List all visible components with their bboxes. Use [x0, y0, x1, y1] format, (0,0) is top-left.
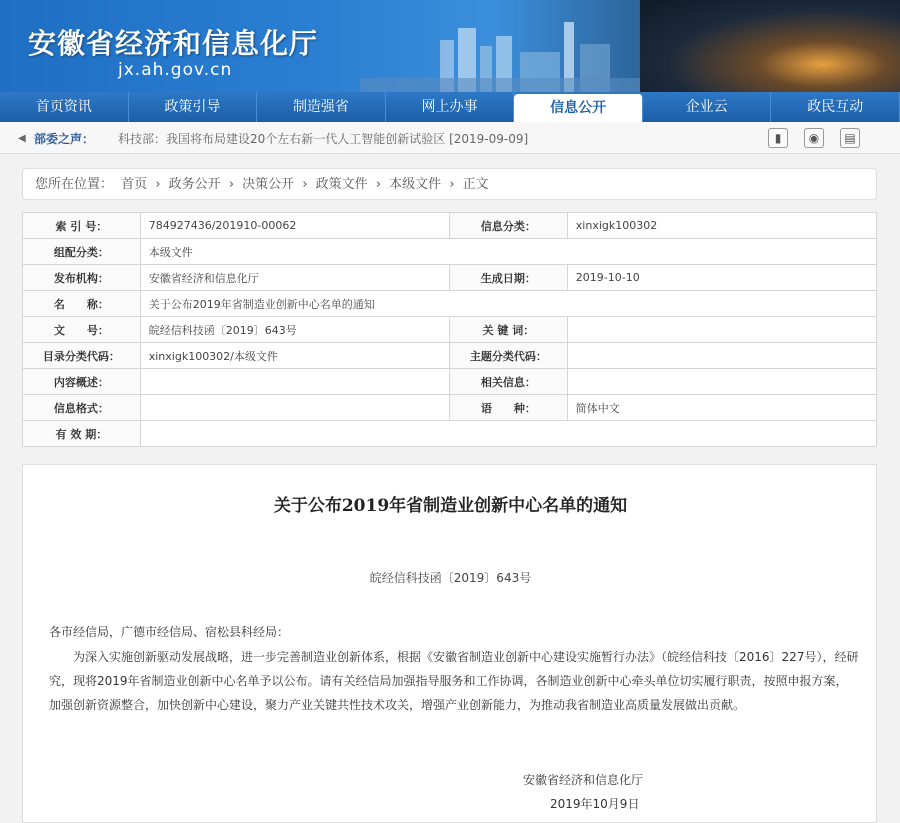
- meta-value: 关于公布2019年省制造业创新中心名单的通知: [140, 291, 876, 317]
- meta-label: 目录分类代码：: [23, 343, 141, 369]
- meta-value: 简体中文: [567, 395, 876, 421]
- meta-value: 2019-10-10: [567, 265, 876, 291]
- skyline-image: [360, 18, 660, 92]
- table-row: [23, 395, 877, 421]
- site-title[interactable]: 安徽省经济和信息化厅: [28, 27, 319, 60]
- breadcrumb-prefix: 您所在位置：: [35, 177, 114, 192]
- meta-value: [567, 369, 876, 395]
- meta-value: [567, 317, 876, 343]
- article-paragraph: 为深入实施创新驱动发展战略，进一步完善制造业创新体系，根据《安徽省制造业创新中心建设实施暂行办法》（皖经信科技〔2016〕227号），经研究，现将2019年省制造业创新中心名单予以公布。请有关经信局加强指导服务和工作协调，各制造业创新中心牵头单位切实履行职责，按照申报方案，加强创新资源整合，加快创新中心建设，聚力产业关键共性技术攻关，增强产业创新能力，为推动我省制造业高质量发展做出贡献。: [49, 650, 859, 712]
- breadcrumb-sep: ›: [375, 177, 382, 192]
- article-addressee: 各市经信局，广德市经信局、宿松县科经局：: [49, 625, 290, 639]
- nav-item-home[interactable]: 首页资讯: [0, 92, 129, 122]
- nav-item-enterprise-cloud[interactable]: 企业云: [643, 92, 772, 122]
- table-row: [23, 265, 877, 291]
- meta-label: 索 引 号：: [23, 213, 141, 239]
- meta-value: 784927436/201910-00062: [140, 213, 449, 239]
- film-icon[interactable]: ▤: [840, 128, 860, 148]
- meta-value: 皖经信科技函〔2019〕643号: [140, 317, 449, 343]
- breadcrumb-policy-docs[interactable]: 政策文件: [315, 177, 368, 192]
- meta-label: 名 称：: [23, 291, 141, 317]
- article-signature: 安徽省经济和信息化厅: [523, 773, 644, 787]
- table-row: [23, 213, 877, 239]
- notice-icons: [768, 128, 860, 148]
- metadata-table: [22, 212, 877, 447]
- breadcrumb-gov[interactable]: 政务公开: [168, 177, 221, 192]
- meta-value: 安徽省经济和信息化厅: [140, 265, 449, 291]
- nav-item-manufacturing[interactable]: 制造强省: [257, 92, 386, 122]
- meta-value: [567, 343, 876, 369]
- article-docno: 皖经信科技函〔2019〕643号: [369, 571, 532, 585]
- breadcrumb-sep: ›: [228, 177, 235, 192]
- nav-item-info-public[interactable]: 信息公开: [514, 94, 643, 122]
- breadcrumb-local-docs[interactable]: 本级文件: [389, 177, 442, 192]
- table-row: [23, 343, 877, 369]
- breadcrumb-sep: ›: [449, 177, 455, 192]
- breadcrumb: [22, 168, 877, 200]
- article-date: 2019年10月9日: [550, 797, 640, 811]
- table-row: [23, 369, 877, 395]
- nav-item-interaction[interactable]: 政民互动: [771, 92, 900, 122]
- triangle-left-icon: ◀: [18, 133, 26, 144]
- notice-text[interactable]: 科技部：我国将布局建设20个左右新一代人工智能创新试验区 [2019-09-09]: [118, 132, 529, 146]
- meta-label: 生成日期：: [450, 265, 568, 291]
- meta-label: 信息分类：: [450, 213, 568, 239]
- breadcrumb-sep: ›: [155, 177, 161, 192]
- meta-label: 内容概述：: [23, 369, 141, 395]
- table-row: [23, 421, 877, 447]
- meta-value: [140, 421, 876, 447]
- bridge-image: [640, 0, 900, 92]
- site-header: [0, 0, 900, 92]
- camera-icon[interactable]: ◉: [804, 128, 824, 148]
- notice-label: 部委之声：: [34, 132, 95, 146]
- article-title: 关于公布2019年省制造业创新中心名单的通知: [273, 496, 628, 516]
- main-nav: [0, 92, 900, 122]
- meta-label: 相关信息：: [450, 369, 568, 395]
- site-domain: jx.ah.gov.cn: [118, 60, 233, 80]
- meta-label: 信息格式：: [23, 395, 141, 421]
- meta-label: 组配分类：: [23, 239, 141, 265]
- table-row: [23, 317, 877, 343]
- meta-value: xinxigk100302/本级文件: [140, 343, 449, 369]
- nav-item-online-service[interactable]: 网上办事: [386, 92, 515, 122]
- meta-label: 语 种：: [450, 395, 568, 421]
- meta-value: xinxigk100302: [567, 213, 876, 239]
- meta-label: 发布机构：: [23, 265, 141, 291]
- table-row: [23, 239, 877, 265]
- breadcrumb-home[interactable]: 首页: [121, 177, 148, 192]
- nav-item-policy[interactable]: 政策引导: [129, 92, 258, 122]
- meta-label: 关 键 词：: [450, 317, 568, 343]
- meta-label: 文 号：: [23, 317, 141, 343]
- article-body: [22, 464, 877, 823]
- meta-label: 有 效 期：: [23, 421, 141, 447]
- meta-value: [140, 369, 449, 395]
- book-icon[interactable]: ▮: [768, 128, 788, 148]
- meta-value: [140, 395, 449, 421]
- table-row: [23, 291, 877, 317]
- meta-value: 本级文件: [140, 239, 876, 265]
- breadcrumb-decision[interactable]: 决策公开: [242, 177, 295, 192]
- breadcrumb-current: 正文: [462, 177, 489, 192]
- meta-label: 主题分类代码：: [450, 343, 568, 369]
- notice-bar: [0, 122, 900, 154]
- breadcrumb-sep: ›: [302, 177, 308, 192]
